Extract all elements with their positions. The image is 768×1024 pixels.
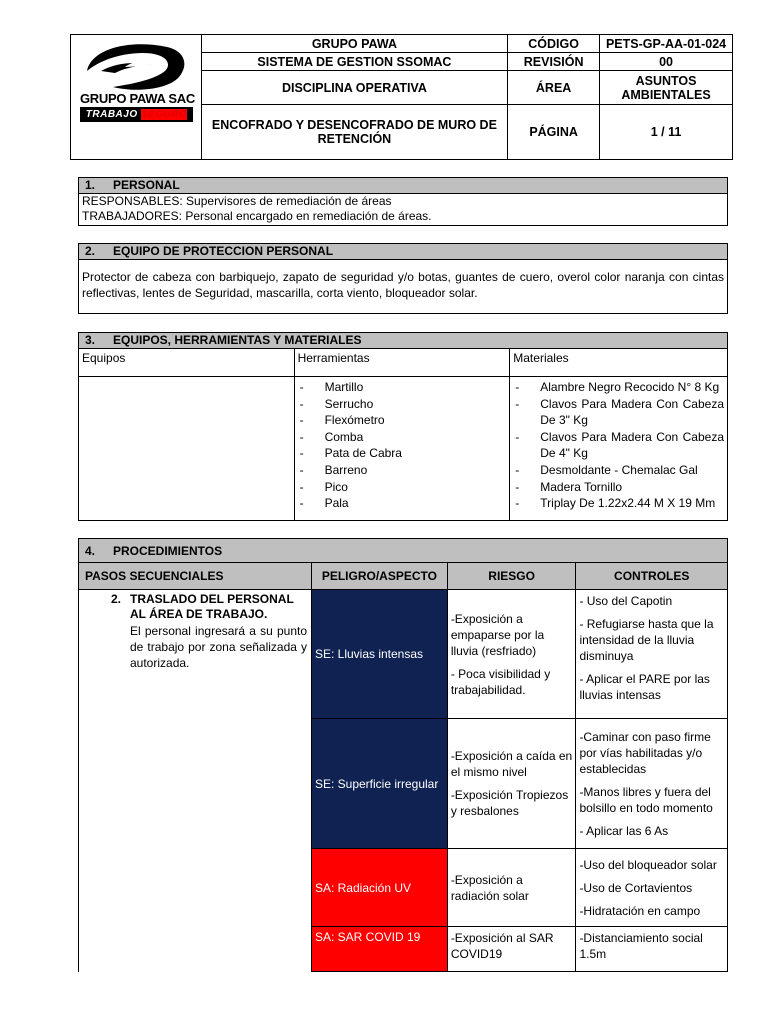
page-label: PÁGINA [508,105,600,160]
section-title: EQUIPO DE PROTECCION PERSONAL [113,244,334,258]
step-cell [79,590,312,972]
section-title: PROCEDIMIENTOS [113,543,223,558]
step-number: 2. [110,592,121,606]
list-item: - Pico [298,479,507,496]
controls-cell: -Distanciamiento social 1.5m [576,927,728,972]
controls-cell: -Uso del bloqueador solar -Uso de Cortavientos -Hidratación en campo [576,849,728,927]
section-header: 1. PERSONAL [78,177,728,194]
col-pasos: PASOS SECUENCIALES [79,563,312,590]
col-herramientas: Herramientas [294,349,510,377]
list-item: - Serrucho [298,396,507,413]
list-item: - Desmoldante - Chemalac Gal [513,462,724,479]
hazard-cell: SA: Radiación UV [311,849,447,927]
document-header [70,34,733,160]
code-label: CÓDIGO [508,35,600,53]
revision-label: REVISIÓN [508,53,600,71]
list-item: - Triplay De 1.22x2.44 M X 19 Mm [513,495,724,512]
herramientas-cell [294,377,510,521]
list-item: - Madera Tornillo [513,479,724,496]
list-item: - Clavos Para Madera Con Cabeza De 3" Kg [513,396,724,429]
list-item: - Clavos Para Madera Con Cabeza De 4" Kg [513,429,724,462]
responsables-line: RESPONSABLES: Supervisores de remediación de áreas [82,194,392,208]
eagle-swoosh-icon [81,41,191,93]
risk-cell: -Exposición a radiación solar [447,849,576,927]
table-row [79,590,728,719]
col-materiales: Materiales [510,349,728,377]
logo-slogan: TRABAJO SEGURO [80,107,193,122]
revision-value: 00 [600,53,733,71]
code-value: PETS-GP-AA-01-024 [600,35,733,53]
list-item: - Pala [298,495,507,512]
controls-cell: -Caminar con paso firme por vías habilitadas y/o establecidas -Manos libres y fuera del bolsillo en todo momento - Aplicar las 6 As [576,719,728,849]
step-title: TRASLADO DEL PERSONAL AL ÁREA DE TRABAJO. [130,592,294,621]
logo-company-name: GRUPO PAWA SAC [80,91,195,106]
procedures-table [78,538,728,972]
section-equipment-header: 3. EQUIPOS, HERRAMIENTAS Y MATERIALES [78,332,728,349]
document-title: ENCOFRADO Y DESENCOFRADO DE MURO DE RETENCIÓN [201,105,508,160]
list-item: - Alambre Negro Recocido N° 8 Kg [513,379,724,396]
section-header: 2. EQUIPO DE PROTECCION PERSONAL [78,243,728,260]
management-system: SISTEMA DE GESTION SSOMAC [201,53,508,71]
hazard-cell: SE: Superficie irregular [311,719,447,849]
trabajadores-line: TRABAJADORES: Personal encargado en remediación de áreas. [82,209,432,223]
list-item: - Barreno [298,462,507,479]
section-title: PERSONAL [113,178,180,192]
company-logo [71,35,202,160]
area-value: ASUNTOS AMBIENTALES [600,71,733,105]
area-label: ÁREA [508,71,600,105]
col-equipos: Equipos [79,349,295,377]
step-block [79,590,311,671]
materiales-list [513,379,724,512]
equipment-table [78,348,728,521]
list-item: - Pata de Cabra [298,445,507,462]
risk-cell: -Exposición a empaparse por la lluvia (resfriado) - Poca visibilidad y trabajabilidad. [447,590,576,719]
col-peligro: PELIGRO/ASPECTO [311,563,447,590]
discipline: DISCIPLINA OPERATIVA [201,71,508,105]
risk-cell: -Exposición al SAR COVID19 [447,927,576,972]
section-header: 4. PROCEDIMIENTOS [79,539,728,563]
equipos-cell [79,377,295,521]
list-item: - Comba [298,429,507,446]
section-personal [78,177,728,226]
materiales-cell [510,377,728,521]
herramientas-list [298,379,507,512]
section-ppe [78,243,728,314]
col-controles: CONTROLES [576,563,728,590]
company-name: GRUPO PAWA [201,35,508,53]
step-description: El personal ingresará a su punto de trabajo por zona señalizada y autorizada. [130,624,307,670]
ppe-description: Protector de cabeza con barbiquejo, zapato de seguridad y/o botas, guantes de cuero, overol color naranja con cintas reflectivas, lentes de Seguridad, mascarilla, corta viento, bloqueador solar. [78,260,728,314]
section-body [78,194,728,226]
section-title: EQUIPOS, HERRAMIENTAS Y MATERIALES [113,333,362,347]
list-item: - Martillo [298,379,507,396]
page-value: 1 / 11 [600,105,733,160]
risk-cell: -Exposición a caída en el mismo nivel -Exposición Tropiezos y resbalones [447,719,576,849]
hazard-cell: SA: SAR COVID 19 [311,927,447,972]
list-item: - Flexómetro [298,412,507,429]
hazard-cell: SE: Lluvias intensas [311,590,447,719]
col-riesgo: RIESGO [447,563,576,590]
controls-cell: - Uso del Capotin - Refugiarse hasta que la intensidad de la lluvia disminuya - Aplicar el PARE por las lluvias intensas [576,590,728,719]
